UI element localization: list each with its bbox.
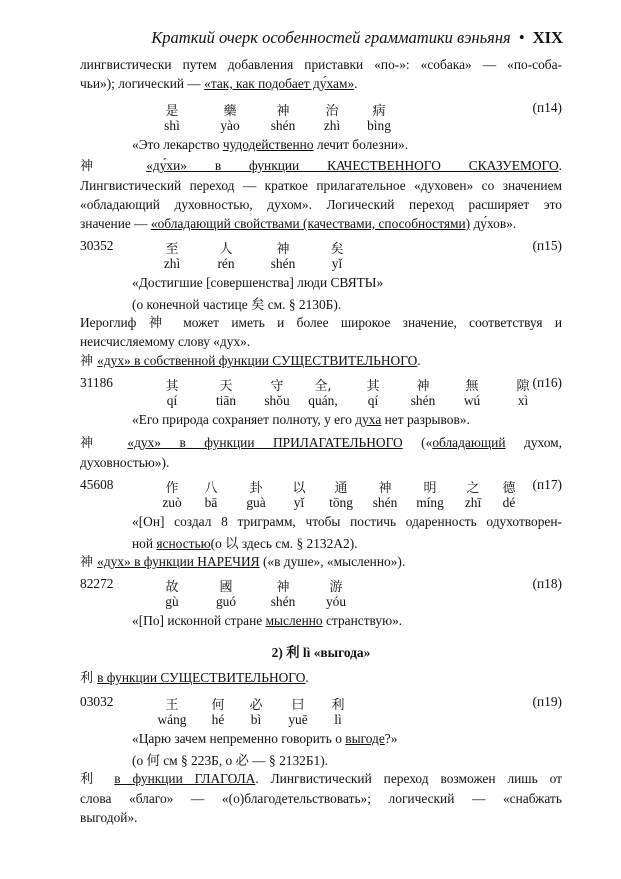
pinyin: yǐ [331,256,343,271]
running-header [80,28,563,48]
adverb-heading: 神 «дух» в функции НАРЕЧИЯ («в душе», «мысленно»). [80,554,406,570]
hanzi: 通 [334,481,348,496]
hanzi: 曰 [291,698,305,713]
pinyin: guà [246,495,266,510]
hanzi: 神 [416,379,430,394]
pinyin: dé [502,495,516,510]
hanzi: 隙 [516,379,530,394]
example-number: 45608 [80,477,114,492]
example-tag: (п19) [532,694,562,709]
hanzi: 何 [211,698,225,713]
hanzi: 其 [165,379,179,394]
pinyin: wú [463,393,481,408]
hanzi: 德 [502,481,516,496]
para-line-3: «обладающий духовностью, духом». Логический переход расширяет это [80,197,562,212]
pinyin: zuò [162,495,182,510]
hanzi: 八 [204,481,218,496]
hanzi: 神 [276,580,290,595]
adjective-paragraph [80,433,562,472]
section-title: 2) 利 lì «выгода» [271,645,371,660]
para-line-2: слова «благо» — «(о)благодетельствовать»; логический — «снабжать [80,791,562,806]
predicate-paragraph [80,156,562,233]
example-tag: (п18) [532,576,562,591]
pinyin: shén [410,393,436,408]
pinyin: shǒu [264,393,290,408]
underlined-gloss: «так, как подобает ду́хам» [204,76,355,91]
pinyin: guó [215,594,237,609]
hanzi: 神 [276,242,290,257]
intro-line-2: чьи»); логический — «так, как подобает ду́хам». [80,76,358,91]
para-line-3: выгодой». [80,810,138,825]
translation: «[По] исконной стране мысленно странствую». [132,613,403,628]
pinyin: gù [165,594,179,609]
pinyin: yóu [325,594,347,609]
para-line-1: 神 «ду́хи» в функции КАЧЕСТВЕННОГО СКАЗУЕМОГО. [80,158,562,174]
translation: «Это лекарство чудодейственно лечит болезни». [132,137,409,152]
pinyin: qí [367,393,379,408]
translation: «Его природа сохраняет полноту, у его духа нет разрывов». [132,412,470,427]
pinyin: lì [334,712,342,727]
pinyin: xì [517,393,529,408]
pinyin: bì [250,712,262,727]
example-number: 03032 [80,694,114,709]
translation-cont: ной ясностью(о 以 здесь см. § 2132А2). [132,536,358,551]
pinyin: shén [270,594,296,609]
hanzi: 之 [466,481,480,496]
translation: «[Он] создал 8 триграмм, чтобы постичь одаренность одухотворен- [132,514,562,529]
hanzi: 治 [325,104,339,119]
hanzi: 王 [165,698,179,713]
pinyin: zhī [464,495,482,510]
hanzi: 作 [165,481,179,496]
example-tag: (п16) [532,375,562,390]
pinyin: tōng [329,495,353,510]
hanzi: 矣 [330,242,344,257]
hanzi: 明 [423,481,437,496]
example-number: 82272 [80,576,114,591]
para-line-1: 利 в функции ГЛАГОЛА. Лингвистический переход возможен лишь от [80,771,563,787]
header-bullet: • [518,28,525,47]
hanzi: 人 [219,242,233,257]
header-title: Краткий очерк особенностей грамматики вэньяня [151,28,511,47]
example-number: 30352 [80,238,114,253]
hanzi: 無 [465,379,479,394]
pinyin: zhì [163,256,181,271]
pinyin: yǐ [293,495,305,510]
hanzi: 游 [329,580,343,595]
pinyin: yuē [288,712,308,727]
pinyin: tiān [215,393,237,408]
hanzi: 其 [366,379,380,394]
hanzi: 神 [378,481,392,496]
hanzi: 藥 [223,104,237,119]
para-line-1: 神 «дух» в функции ПРИЛАГАТЕЛЬНОГО («обладающий духом, [80,435,562,451]
para-line-4: значение — «обладающий свойствами (качествами, способностями) ду́хов». [80,216,517,231]
pinyin: quán, [308,393,338,408]
hanzi: 全, [314,379,332,394]
noun-heading: 神 «дух» в собственной функции СУЩЕСТВИТЕЛЬНОГО. [80,353,421,369]
pinyin: qí [166,393,178,408]
pinyin: shì [164,118,180,133]
page-number: XIX [532,28,563,47]
intro-line-1: лингвистически путем добавления приставки «по-»: «собака» — «по-соба- [80,57,562,72]
hanzi: 至 [165,242,179,257]
pinyin: shén [270,256,296,271]
verb-paragraph [80,769,562,827]
translation: «Достигшие [совершенства] люди СВЯТЫ» [132,275,384,290]
pinyin: shén [372,495,398,510]
hanzi: 故 [165,580,179,595]
example-tag: (п17) [532,477,562,492]
pinyin: yào [220,118,240,133]
hanzi: 利 [331,698,345,713]
hanzi: 卦 [249,481,263,496]
pinyin: bìng [367,118,391,133]
translation: «Царю зачем непременно говорить о выгоде?» [132,731,398,746]
translation-note: (о конечной частице 矣 см. § 2130Б). [132,297,342,312]
hanzi: 天 [219,379,233,394]
pinyin: míng [416,495,444,510]
translation-note: (о 何 см § 223Б, о 必 — § 2132Б1). [132,753,329,768]
intro-paragraph [80,55,562,93]
example-tag: (п15) [532,238,562,253]
pinyin: wáng [157,712,187,727]
li-noun-heading: 利 в функции СУЩЕСТВИТЕЛЬНОГО. [80,670,309,686]
hanzi: 是 [165,104,179,119]
hanzi: 以 [292,481,306,496]
hanzi: 國 [219,580,233,595]
pinyin: bā [204,495,218,510]
hanzi: 病 [372,104,386,119]
hanzi: 神 [276,104,290,119]
para-line-2: неисчисляемому слову «дух». [80,334,251,349]
pinyin: zhì [323,118,341,133]
shen-paragraph [80,313,562,351]
para-line-2: духовностью»). [80,455,170,470]
pinyin: rén [217,256,235,271]
pinyin: hé [211,712,225,727]
pinyin: shén [270,118,296,133]
example-tag: (п14) [532,100,562,115]
para-line-1: Иероглиф 神 может иметь и более широкое значение, соответствуя и [80,315,562,330]
para-line-2: Лингвистический переход — краткое прилагательное «духовен» со значением [80,178,562,193]
hanzi: 守 [270,379,284,394]
example-number: 31186 [80,375,113,390]
hanzi: 必 [249,698,263,713]
